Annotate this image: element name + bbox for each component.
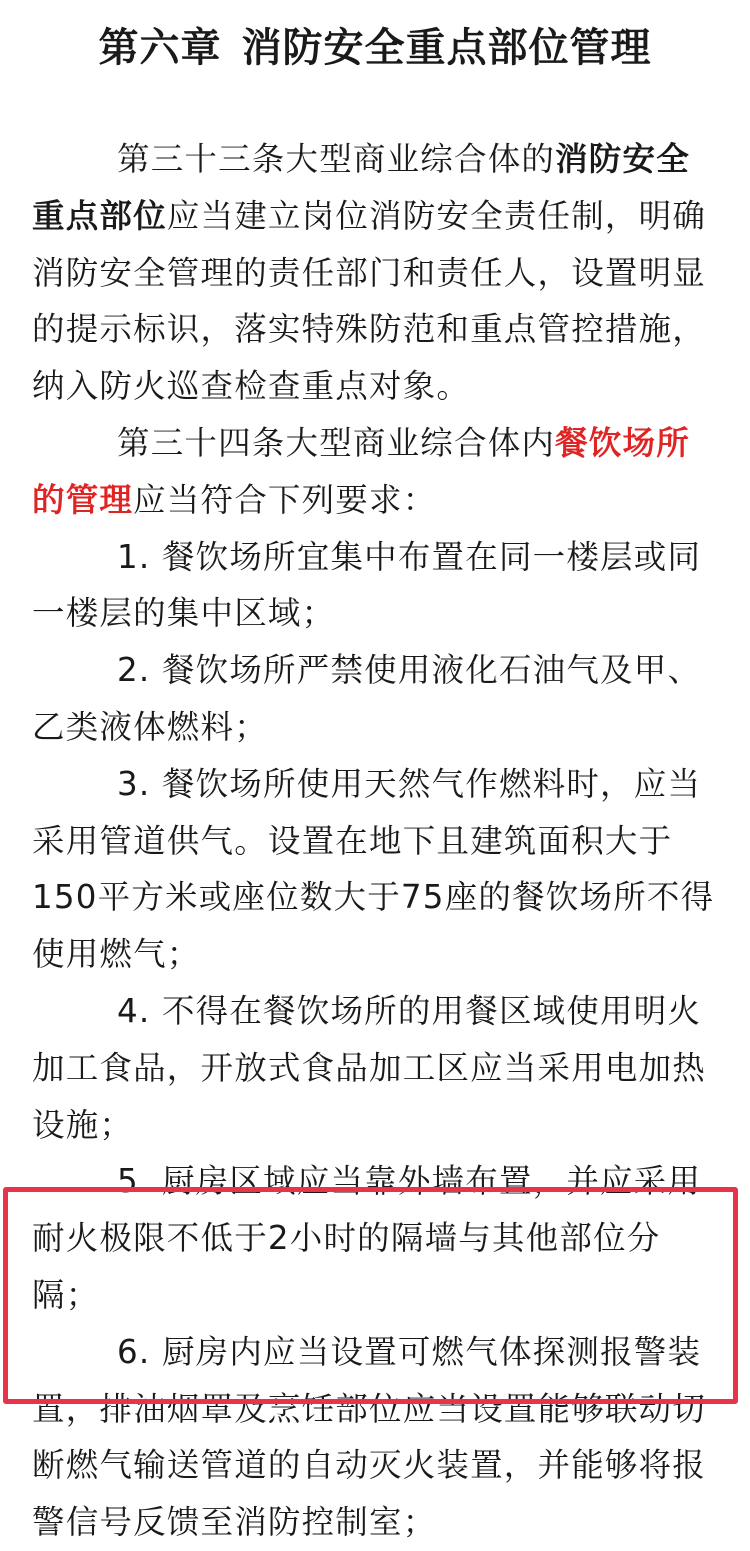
article-33-paragraph bbox=[32, 131, 722, 415]
list-item-5: 5. 厨房区域应当靠外墙布置，并应采用耐火极限不低于2小时的隔墙与其他部位分隔； bbox=[32, 1162, 702, 1314]
list-item-1: 1. 餐饮场所宜集中布置在同一楼层或同一楼层的集中区域； bbox=[32, 537, 702, 633]
article-34-emphasis: 餐饮场所的管理 bbox=[32, 423, 690, 519]
article-34-lead: 第三十四条大型商业综合体内 bbox=[117, 423, 556, 462]
list-item-3: 3. 餐饮场所使用天然气作燃料时，应当采用管道供气。设置在地下且建筑面积大于150平方米或座位数大于75座的餐饮场所不得使用燃气； bbox=[32, 764, 715, 974]
chapter-title bbox=[0, 22, 750, 74]
list-item-2: 2. 餐饮场所严禁使用液化石油气及甲、乙类液体燃料； bbox=[32, 651, 702, 746]
document-body bbox=[32, 131, 722, 1551]
list-item-4: 4. 不得在餐饮场所的用餐区域使用明火加工食品，开放式食品加工区应当采用电加热设施； bbox=[32, 991, 707, 1144]
article-34-paragraph bbox=[32, 415, 722, 529]
chapter-name: 消防安全重点部位管理 bbox=[241, 25, 652, 71]
article-33-emphasis: 消防安全重点部位 bbox=[32, 140, 690, 235]
article-33-lead: 第三十三条大型商业综合体的 bbox=[117, 140, 556, 178]
list-item-6: 6. 厨房内应当设置可燃气体探测报警装置，排油烟罩及烹饪部位应当设置能够联动切断燃气输送管道的自动灭火装置，并能够将报警信号反馈至消防控制室； bbox=[32, 1332, 707, 1542]
article-34-rest: 应当符合下列要求： bbox=[133, 480, 437, 519]
article-33-rest: 应当建立岗位消防安全责任制，明确消防安全管理的责任部门和责任人，设置明显的提示标识，落实特殊防范和重点管控措施，纳入防火巡查检查重点对象。 bbox=[32, 196, 707, 406]
chapter-number: 第六章 bbox=[98, 25, 222, 71]
